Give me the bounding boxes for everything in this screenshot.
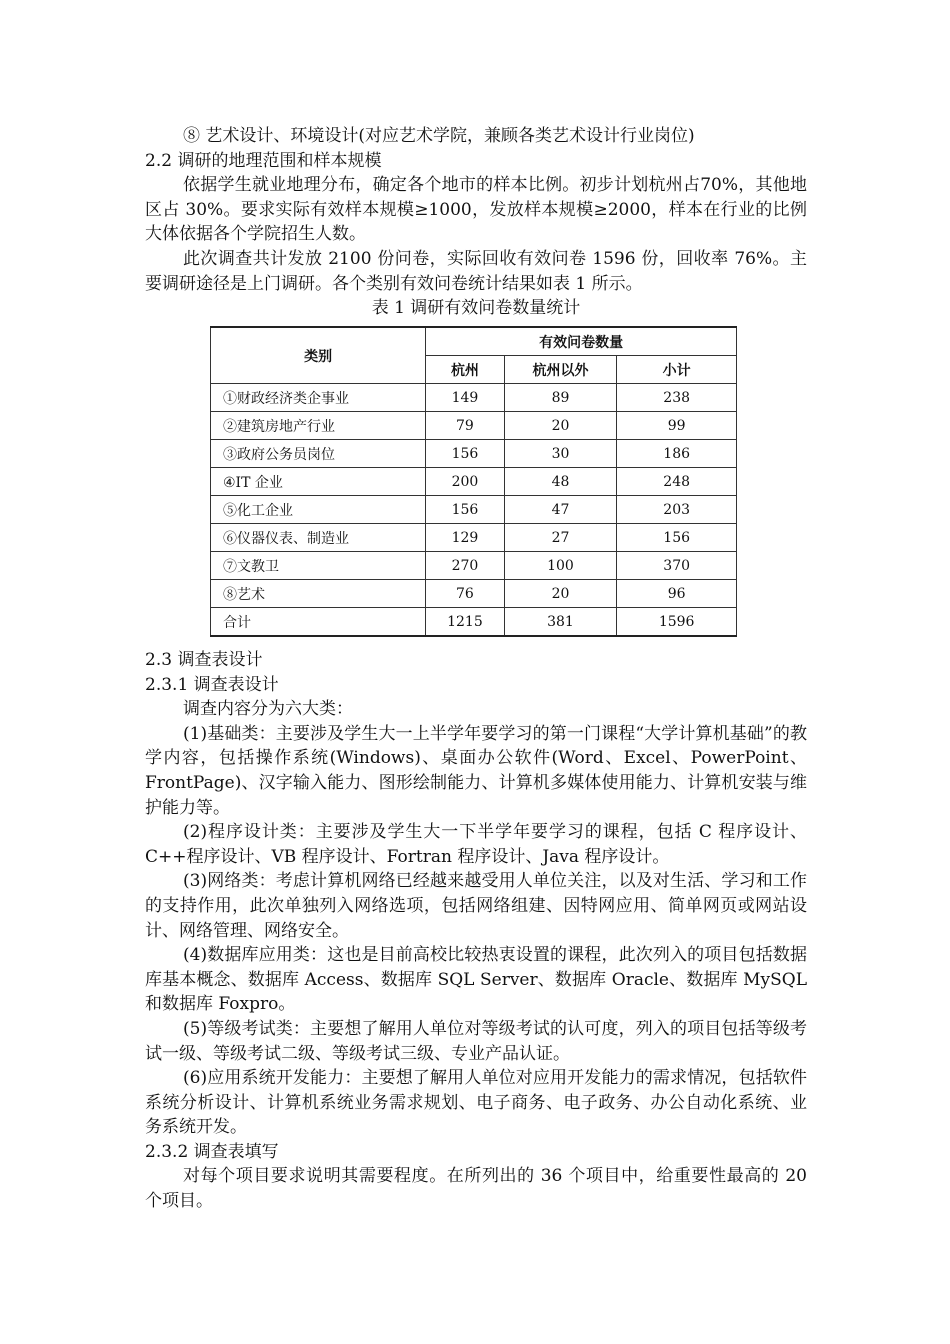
survey-count-table bbox=[210, 326, 737, 637]
bottom-text-block bbox=[145, 648, 807, 1214]
table-row bbox=[211, 552, 737, 580]
cell-outside: 381 bbox=[504, 608, 617, 637]
cell-hangzhou: 1215 bbox=[426, 608, 504, 637]
cell-hangzhou: 79 bbox=[426, 412, 504, 440]
table-row bbox=[211, 496, 737, 524]
cell-hangzhou: 156 bbox=[426, 440, 504, 468]
cell-hangzhou: 76 bbox=[426, 580, 504, 608]
cell-outside: 89 bbox=[504, 384, 617, 412]
table-row bbox=[211, 580, 737, 608]
cell-hangzhou: 149 bbox=[426, 384, 504, 412]
paragraph-art-design: ⑧ 艺术设计、环境设计(对应艺术学院，兼顾各类艺术设计行业岗位) bbox=[183, 126, 695, 146]
paragraph-network-category: (3)网络类：考虑计算机网络已经越来越受用人单位关注，以及对生活、学习和工作的支持作用，此次单独列入网络选项，包括网络组建、因特网应用、简单网页或网站设计、网络管理、网络安全。 bbox=[145, 871, 807, 941]
table-total-row bbox=[211, 608, 737, 637]
paragraph-database-category: (4)数据库应用类：这也是目前高校比较热衷设置的课程，此次列入的项目包括数据库基本概念、数据库 Access、数据库 SQL Server、数据库 Oracle、数据库 MySQL 和数据库 Foxpro。 bbox=[145, 945, 807, 1015]
cell-category: ⑦文教卫 bbox=[211, 552, 426, 580]
header-outside-hangzhou: 杭州以外 bbox=[504, 356, 617, 384]
cell-outside: 30 bbox=[504, 440, 617, 468]
cell-hangzhou: 200 bbox=[426, 468, 504, 496]
cell-hangzhou: 156 bbox=[426, 496, 504, 524]
paragraph-sample-scale: 依据学生就业地理分布，确定各个地市的样本比例。初步计划杭州占70%，其他地区占 30%。要求实际有效样本规模≥1000，发放样本规模≥2000，样本在行业的比例大体依据各个学院招生人数。 bbox=[145, 175, 807, 245]
cell-subtotal: 156 bbox=[617, 524, 737, 552]
cell-subtotal: 370 bbox=[617, 552, 737, 580]
cell-outside: 20 bbox=[504, 412, 617, 440]
table-row bbox=[211, 440, 737, 468]
table-row bbox=[211, 524, 737, 552]
table-caption: 表 1 调研有效问卷数量统计 bbox=[371, 298, 581, 319]
top-text-block bbox=[145, 124, 807, 320]
cell-outside: 48 bbox=[504, 468, 617, 496]
heading-2-3-1: 2.3.1 调查表设计 bbox=[145, 674, 279, 695]
cell-category: ②建筑房地产行业 bbox=[211, 412, 426, 440]
paragraph-basic-category: (1)基础类：主要涉及学生大一上半学年要学习的第一门课程“大学计算机基础”的教学内容，包括操作系统(Windows)、桌面办公软件(Word、Excel、PowerPoint、FrontPage)、汉字输入能力、图形绘制能力、计算机多媒体使用能力、计算机安装与维护能力等。 bbox=[145, 723, 807, 818]
cell-subtotal: 99 bbox=[617, 412, 737, 440]
cell-subtotal: 203 bbox=[617, 496, 737, 524]
header-valid-count: 有效问卷数量 bbox=[426, 327, 737, 356]
cell-category: ①财政经济类企事业 bbox=[211, 384, 426, 412]
header-hangzhou: 杭州 bbox=[426, 356, 504, 384]
header-category: 类别 bbox=[211, 327, 426, 384]
cell-hangzhou: 270 bbox=[426, 552, 504, 580]
table-row bbox=[211, 384, 737, 412]
header-subtotal: 小计 bbox=[617, 356, 737, 384]
cell-outside: 27 bbox=[504, 524, 617, 552]
cell-subtotal: 238 bbox=[617, 384, 737, 412]
cell-category: ③政府公务员岗位 bbox=[211, 440, 426, 468]
cell-outside: 100 bbox=[504, 552, 617, 580]
heading-2-3: 2.3 调查表设计 bbox=[145, 650, 263, 670]
cell-category: ④IT 企业 bbox=[211, 468, 426, 496]
cell-category: ⑥仪器仪表、制造业 bbox=[211, 524, 426, 552]
cell-category: 合计 bbox=[211, 608, 426, 637]
cell-category: ⑧艺术 bbox=[211, 580, 426, 608]
cell-outside: 47 bbox=[504, 496, 617, 524]
heading-2-2: 2.2 调研的地理范围和样本规模 bbox=[145, 150, 382, 171]
table-row bbox=[211, 468, 737, 496]
survey-table-container bbox=[210, 326, 737, 637]
cell-subtotal: 96 bbox=[617, 580, 737, 608]
paragraph-programming-category: (2)程序设计类：主要涉及学生大一下半学年要学习的课程，包括 C 程序设计、C++程序设计、VB 程序设计、Fortran 程序设计、Java 程序设计。 bbox=[145, 822, 807, 867]
paragraph-app-dev-category: (6)应用系统开发能力：主要想了解用人单位对应用开发能力的需求情况，包括软件系统分析设计、计算机系统业务需求规划、电子商务、电子政务、办公自动化系统、业务系统开发。 bbox=[145, 1068, 807, 1138]
cell-subtotal: 248 bbox=[617, 468, 737, 496]
cell-category: ⑤化工企业 bbox=[211, 496, 426, 524]
paragraph-exam-category: (5)等级考试类：主要想了解用人单位对等级考试的认可度，列入的项目包括等级考试一级、等级考试二级、等级考试三级、专业产品认证。 bbox=[145, 1018, 807, 1064]
cell-subtotal: 1596 bbox=[617, 608, 737, 637]
table-row bbox=[211, 412, 737, 440]
paragraph-six-categories: 调查内容分为六大类： bbox=[183, 699, 353, 720]
cell-hangzhou: 129 bbox=[426, 524, 504, 552]
paragraph-fill-in: 对每个项目要求说明其需要程度。在所列出的 36 个项目中，给重要性最高的 20 个项目。 bbox=[145, 1166, 807, 1212]
paragraph-survey-result: 此次调查共计发放 2100 份问卷，实际回收有效问卷 1596 份，回收率 76%。主要调研途径是上门调研。各个类别有效问卷统计结果如表 1 所示。 bbox=[145, 248, 807, 294]
cell-outside: 20 bbox=[504, 580, 617, 608]
heading-2-3-2: 2.3.2 调查表填写 bbox=[145, 1141, 279, 1162]
cell-subtotal: 186 bbox=[617, 440, 737, 468]
